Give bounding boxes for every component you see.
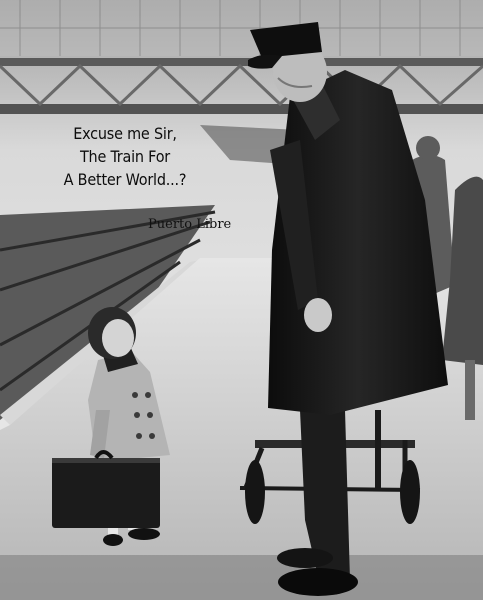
platform-paving (0, 555, 483, 600)
caption-line-1: Excuse me Sir, (73, 124, 177, 143)
quote-caption (40, 122, 210, 191)
caption-line-2: The Train For (79, 147, 171, 166)
caption-line-3: A Better World...? (63, 170, 187, 189)
credit-label: Puerto Libre (148, 217, 232, 232)
